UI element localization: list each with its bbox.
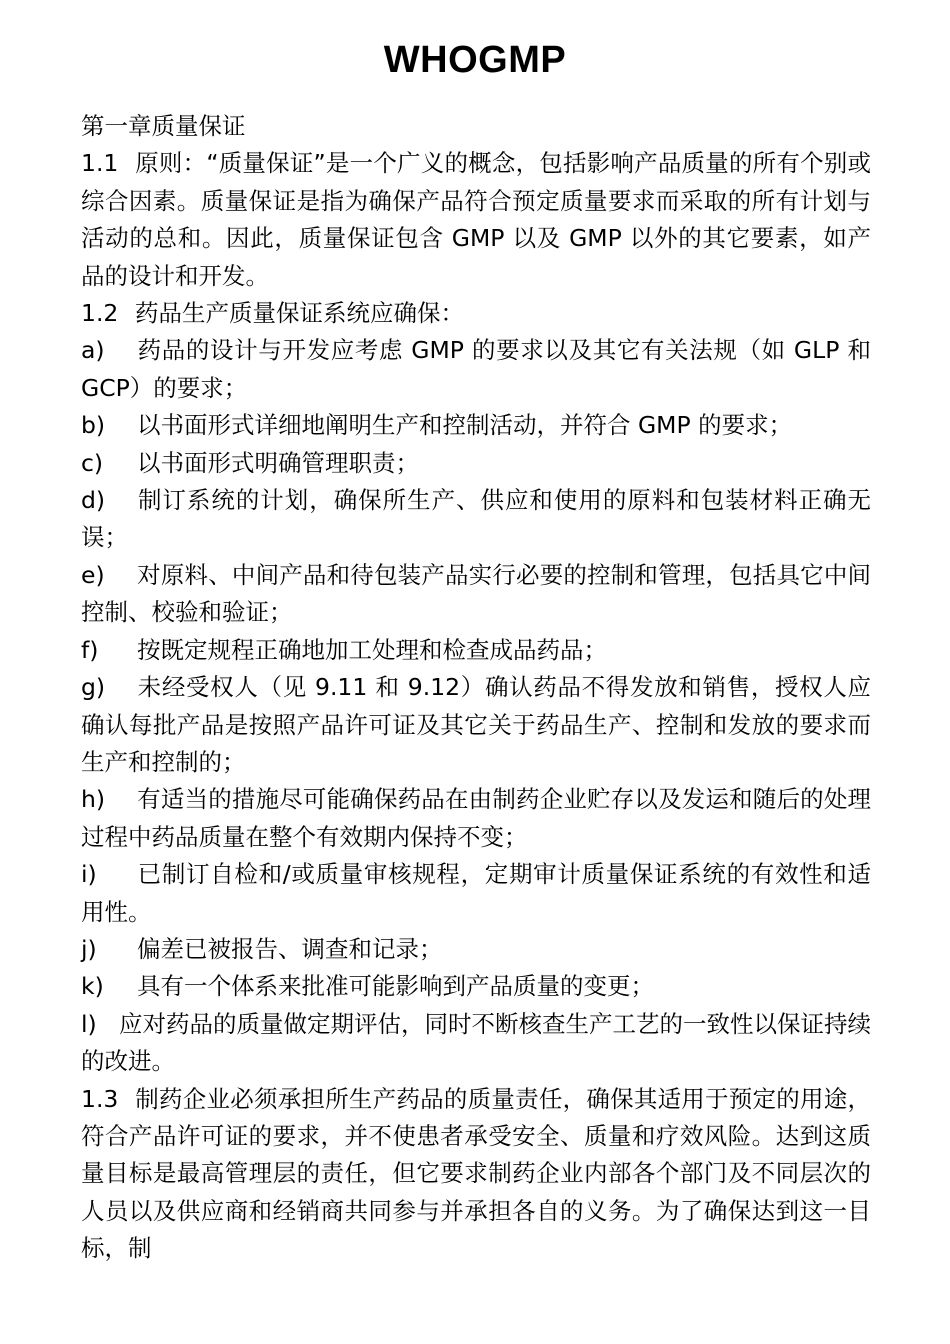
list-item-g bbox=[81, 669, 871, 781]
list-marker: j) bbox=[81, 934, 97, 963]
list-item-k bbox=[81, 968, 871, 1005]
list-item-text: 应对药品的质量做定期评估，同时不断核查生产工艺的一致性以保证持续的改进。 bbox=[81, 1009, 871, 1076]
list-marker: e) bbox=[81, 560, 105, 589]
list-item-b bbox=[81, 407, 871, 444]
list-item-j bbox=[81, 931, 871, 968]
section-text: 制药企业必须承担所生产药品的质量责任，确保其适用于预定的用途，符合产品许可证的要求，并不使患者承受安全、质量和疗效风险。达到这质量目标是最高管理层的责任，但它要求制药企业内部各个部门及不同层次的人员以及供应商和经销商共同参与并承担各自的义务。为了确保达到这一目标，制 bbox=[81, 1084, 871, 1263]
list-marker: i) bbox=[81, 860, 97, 889]
section-text: 原则：“质量保证”是一个广义的概念，包括影响产品质量的所有个别或综合因素。质量保证是指为确保产品符合预定质量要求而采取的所有计划与活动的总和。因此，质量保证包含 GMP 以及 GMP 以外的其它要素，如产品的设计和开发。 bbox=[81, 149, 871, 290]
section-number: 1.1 bbox=[81, 149, 119, 178]
list-item-text: 偏差已被报告、调查和记录； bbox=[137, 934, 443, 963]
list-item-i bbox=[81, 856, 871, 931]
list-item-text: 药品的设计与开发应考虑 GMP 的要求以及其它有关法规（如 GLP 和 GCP）的要求； bbox=[81, 336, 871, 402]
list-item-text: 未经受权人（见 9.11 和 9.12）确认药品不得发放和销售，授权人应确认每批产品是按照产品许可证及其它关于药品生产、控制和发放的要求而生产和控制的； bbox=[81, 673, 871, 776]
list-item-text: 制订系统的计划，确保所生产、供应和使用的原料和包装材料正确无误； bbox=[81, 486, 871, 552]
list-marker: b) bbox=[81, 411, 106, 440]
list-item-e bbox=[81, 557, 871, 632]
list-marker: a) bbox=[81, 336, 105, 365]
list-marker: h) bbox=[81, 785, 106, 814]
list-item-d bbox=[81, 482, 871, 557]
list-marker: f) bbox=[81, 635, 99, 664]
list-item-text: 按既定规程正确地加工处理和检查成品药品； bbox=[137, 635, 607, 664]
list-item-text: 以书面形式详细地阐明生产和控制活动，并符合 GMP 的要求； bbox=[137, 411, 793, 440]
section-text: 药品生产质量保证系统应确保： bbox=[135, 299, 464, 328]
list-item-h bbox=[81, 781, 871, 856]
list-item-text: 以书面形式明确管理职责； bbox=[137, 448, 419, 477]
list-marker: l) bbox=[81, 1009, 97, 1038]
section-1-1 bbox=[81, 145, 871, 295]
list-item-text: 对原料、中间产品和待包装产品实行必要的控制和管理，包括具它中间控制、校验和验证； bbox=[81, 560, 871, 627]
list-item-a bbox=[81, 332, 871, 407]
list-item-l bbox=[81, 1006, 871, 1081]
section-number: 1.3 bbox=[81, 1084, 119, 1113]
list-item-text: 具有一个体系来批准可能影响到产品质量的变更； bbox=[137, 972, 654, 1001]
document-title: WHOGMP bbox=[383, 39, 567, 81]
chapter-heading: 第一章质量保证 bbox=[81, 112, 246, 140]
list-item-c bbox=[81, 445, 871, 482]
section-1-3 bbox=[81, 1081, 871, 1268]
list-marker: d) bbox=[81, 486, 106, 515]
list-item-text: 已制订自检和/或质量审核规程，定期审计质量保证系统的有效性和适用性。 bbox=[81, 860, 871, 926]
list-item-text: 有适当的措施尽可能确保药品在由制药企业贮存以及发运和随后的处理过程中药品质量在整个有效期内保持不变； bbox=[81, 785, 871, 851]
list-marker: k) bbox=[81, 972, 104, 1001]
list-marker: g) bbox=[81, 673, 106, 702]
section-number: 1.2 bbox=[81, 299, 119, 328]
list-marker: c) bbox=[81, 448, 104, 477]
document-body bbox=[81, 108, 871, 1268]
list-item-f bbox=[81, 632, 871, 669]
section-1-2 bbox=[81, 295, 871, 332]
